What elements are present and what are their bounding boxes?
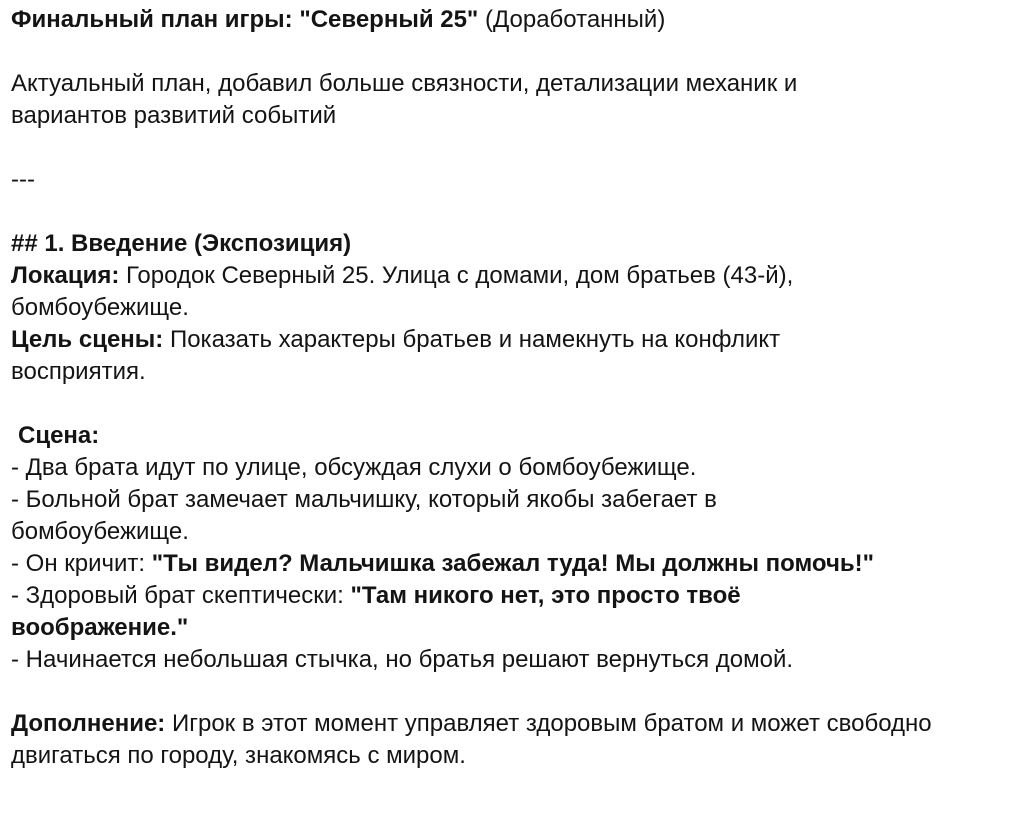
scene-item <box>11 580 881 644</box>
addition-text: Игрок в этот момент управляет здоровым братом и может свободно двигаться по городу, знакомясь с миром. <box>11 710 932 769</box>
goal-label: Цель сцены: <box>11 326 164 353</box>
scene-item-quote: "Ты видел? Мальчишка забежал туда! Мы должны помочь!" <box>151 550 875 577</box>
title-suffix: (Доработанный) <box>478 6 666 33</box>
section-heading <box>11 228 1021 260</box>
scene-item: - Больной брат замечает мальчишку, который якобы забегает в бомбоубежище. <box>11 486 717 545</box>
location-text: Городок Северный 25. Улица с домами, дом братьев (43-й), бомбоубежище. <box>11 262 794 321</box>
spacer <box>11 676 1021 708</box>
scene-label: Сцена: <box>18 422 100 449</box>
scene-item-quote: "Там никого нет, это просто твоё воображение." <box>11 582 741 641</box>
scene-item-prefix: - Здоровый брат скептически: <box>11 582 351 609</box>
goal-text: Показать характеры братьев и намекнуть на конфликт восприятия. <box>11 326 781 385</box>
scene-heading <box>11 420 1021 452</box>
document-title <box>11 4 1021 36</box>
spacer <box>11 132 1021 164</box>
separator: --- <box>11 166 35 193</box>
section-heading-text: ## 1. Введение (Экспозиция) <box>11 230 352 257</box>
goal-paragraph <box>11 324 891 388</box>
title-bold: Финальный план игры: "Северный 25" <box>11 6 479 33</box>
spacer <box>11 196 1021 228</box>
scene-item: - Начинается небольшая стычка, но братья решают вернуться домой. <box>11 646 794 673</box>
location-label: Локация: <box>11 262 120 289</box>
intro-paragraph: Актуальный план, добавил больше связности, детализации механик и вариантов развитий событий <box>11 70 798 129</box>
spacer <box>11 388 1021 420</box>
spacer <box>11 36 1021 68</box>
scene-item: - Два брата идут по улице, обсуждая слухи о бомбоубежище. <box>11 454 697 481</box>
scene-item-prefix: - Он кричит: <box>11 550 152 577</box>
scene-item <box>11 548 1021 580</box>
document-body <box>11 4 1021 772</box>
addition-label: Дополнение: <box>11 710 166 737</box>
location-paragraph <box>11 260 916 324</box>
addition-paragraph <box>11 708 961 772</box>
